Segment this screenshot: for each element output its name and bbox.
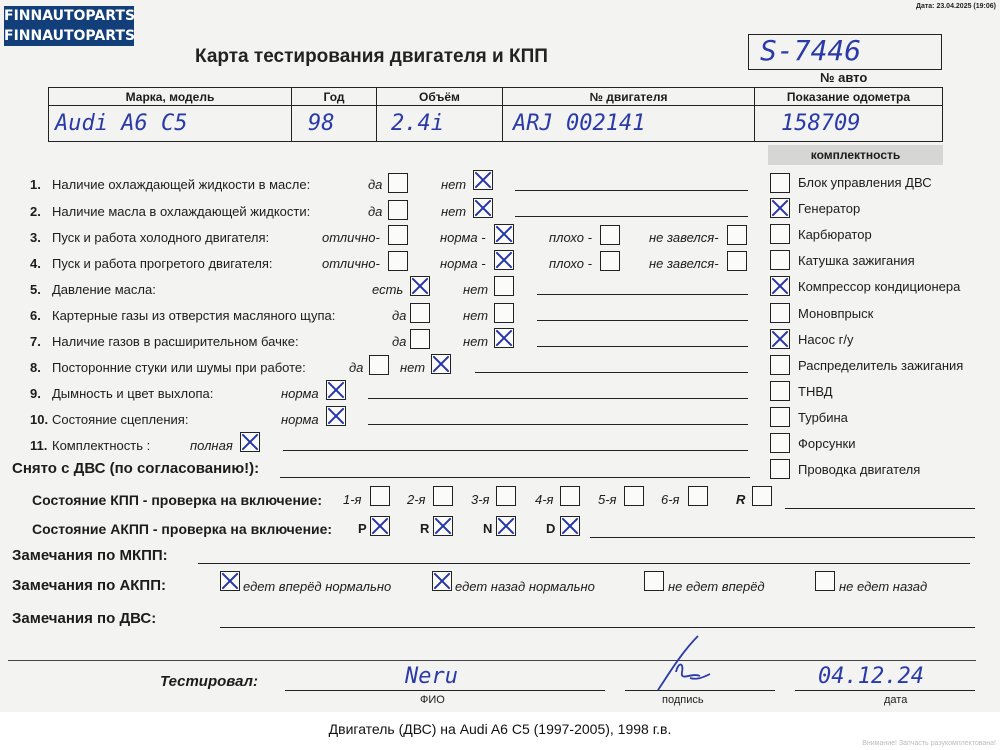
photo-caption: Двигатель (ДВС) на Audi A6 C5 (1997-2005), 1998 г.в.	[328, 721, 672, 737]
remarks-dvs-line-2	[8, 660, 976, 661]
value-cell-year	[292, 106, 377, 142]
check-6-number: 6.	[30, 308, 41, 323]
check-6-label: Картерные газы из отверстия масляного щупа:	[52, 308, 336, 323]
completeness-label-power-steering-pump: Насос г/у	[798, 332, 854, 347]
completeness-checkbox-ecu[interactable]	[770, 173, 790, 193]
auto-gear-p-label: P	[358, 521, 367, 536]
check-1-number: 1.	[30, 177, 41, 192]
check-4-excellent-checkbox[interactable]	[388, 251, 408, 271]
akpp-no-forward-checkbox[interactable]	[644, 571, 664, 591]
akpp-reverse-ok-checkbox[interactable]	[432, 571, 452, 591]
value-cell-odometer	[755, 106, 943, 142]
auto-gear-n-checkbox[interactable]	[496, 516, 516, 536]
check-3-option-bad: плохо -	[549, 230, 592, 245]
check-5-option-no: нет	[463, 282, 489, 297]
check-5-number: 5.	[30, 282, 41, 297]
check-2-option-yes: да	[368, 204, 383, 219]
check-3-excellent-checkbox[interactable]	[388, 225, 408, 245]
check-1-option-no: нет	[441, 177, 467, 192]
auto-gear-r-label: R	[420, 521, 430, 536]
check-6-notes-line	[537, 320, 748, 321]
header-make-model: Марка, модель	[49, 88, 292, 106]
corner-watermark: Внимание! Запчасть разукомплектована!	[862, 740, 996, 747]
auto-gearbox-line	[590, 537, 975, 538]
vehicle-info-table	[48, 87, 943, 142]
manual-gear-5-label: 5-я	[598, 492, 617, 507]
signature-caption: подпись	[662, 694, 704, 706]
check-3-option-excellent: отлично-	[322, 230, 380, 245]
remarks-akpp-label: Замечания по АКПП:	[12, 577, 166, 594]
check-8-yes-checkbox[interactable]	[369, 355, 389, 375]
auto-gear-d-checkbox[interactable]	[560, 516, 580, 536]
check-9-normal-checkbox[interactable]	[326, 380, 346, 400]
check-2-no-checkbox[interactable]	[473, 198, 493, 218]
completeness-checkbox-wiring[interactable]	[770, 459, 790, 479]
check-4-normal-checkbox[interactable]	[494, 250, 514, 270]
manual-gear-3-label: 3-я	[471, 492, 490, 507]
manual-gear-1-label: 1-я	[343, 492, 362, 507]
completeness-label-injectors: Форсунки	[798, 436, 856, 451]
check-4-option-normal: норма -	[440, 256, 486, 271]
signature-line	[625, 690, 775, 691]
value-year: 98	[308, 111, 335, 136]
check-4-option-bad: плохо -	[549, 256, 592, 271]
header-year: Год	[292, 88, 377, 106]
tester-name-caption: ФИО	[420, 694, 445, 706]
check-11-number: 11.	[30, 438, 48, 453]
date-stamp: Дата: 23.04.2025 (19:06)	[915, 3, 996, 10]
value-cell-model	[49, 106, 292, 142]
check-5-notes-line	[537, 294, 748, 295]
check-11-full-checkbox[interactable]	[240, 432, 260, 452]
check-2-notes-line	[515, 216, 748, 217]
check-5-option-yes: есть	[372, 282, 404, 297]
auto-gearbox-label: Состояние АКПП - проверка на включение:	[32, 521, 333, 537]
check-1-option-yes: да	[368, 177, 383, 192]
manual-gear-1-checkbox[interactable]	[370, 486, 390, 506]
completeness-header: комплектность	[768, 145, 943, 165]
check-7-notes-line	[537, 346, 748, 347]
value-cell-engine-number	[503, 106, 755, 142]
completeness-label-generator: Генератор	[798, 201, 861, 216]
manual-gear-r-checkbox[interactable]	[752, 486, 772, 506]
completeness-label-ac-compressor: Компрессор кондиционера	[798, 279, 961, 294]
tester-name-value: Neru	[405, 664, 458, 689]
manual-gearbox-label: Состояние КПП - проверка на включение:	[32, 492, 322, 508]
check-3-option-normal: норма -	[440, 230, 486, 245]
auto-gear-p-checkbox[interactable]	[370, 516, 390, 536]
tester-name-line	[285, 690, 605, 691]
check-3-bad-checkbox[interactable]	[600, 225, 620, 245]
completeness-checkbox-ignition-coil[interactable]	[770, 250, 790, 270]
info-header-row	[49, 88, 943, 106]
check-10-notes-line	[368, 424, 748, 425]
check-8-notes-line	[475, 372, 748, 373]
value-odometer: 158709	[781, 111, 861, 136]
check-6-yes-checkbox[interactable]	[410, 303, 430, 323]
check-8-option-yes: да	[349, 360, 364, 375]
auto-number-label: № авто	[820, 70, 868, 85]
check-7-yes-checkbox[interactable]	[410, 329, 430, 349]
check-10-normal-checkbox[interactable]	[326, 406, 346, 426]
remarks-dvs-label: Замечания по ДВС:	[12, 610, 157, 627]
completeness-label-ignition-coil: Катушка зажигания	[798, 253, 915, 268]
completeness-checkbox-carburetor[interactable]	[770, 224, 790, 244]
check-1-label: Наличие охлаждающей жидкости в масле:	[52, 177, 311, 192]
check-5-label: Давление масла:	[52, 282, 156, 297]
completeness-checkbox-generator[interactable]	[770, 198, 790, 218]
check-7-number: 7.	[30, 334, 41, 349]
completeness-checkbox-distributor[interactable]	[770, 355, 790, 375]
check-7-no-checkbox[interactable]	[494, 328, 514, 348]
akpp-forward-ok-label: едет вперёд нормально	[243, 579, 392, 594]
manual-gear-2-checkbox[interactable]	[433, 486, 453, 506]
check-8-label: Посторонние стуки или шумы при работе:	[52, 360, 306, 375]
completeness-checkbox-power-steering-pump[interactable]	[770, 329, 790, 349]
akpp-forward-ok-checkbox[interactable]	[220, 571, 240, 591]
completeness-label-ecu: Блок управления ДВС	[798, 175, 932, 190]
check-9-number: 9.	[30, 386, 41, 401]
test-date-line	[795, 690, 975, 691]
completeness-checkbox-ac-compressor[interactable]	[770, 276, 790, 296]
check-2-option-no: нет	[441, 204, 467, 219]
manual-gear-6-checkbox[interactable]	[688, 486, 708, 506]
manual-gear-r-label: R	[736, 492, 746, 507]
check-8-number: 8.	[30, 360, 41, 375]
tested-by-label: Тестировал:	[160, 673, 258, 690]
akpp-no-reverse-label: не едет назад	[839, 579, 928, 594]
check-3-number: 3.	[30, 230, 41, 245]
brand-watermark-2: FINNAUTOPARTS	[4, 28, 136, 44]
completeness-label-turbine: Турбина	[798, 410, 848, 425]
manual-gearbox-line	[785, 508, 975, 509]
completeness-checkbox-turbine[interactable]	[770, 407, 790, 427]
auto-gear-d-label: D	[546, 521, 556, 536]
test-date-caption: дата	[884, 694, 908, 706]
completeness-label-mono-injection: Моновпрыск	[798, 306, 874, 321]
check-4-label: Пуск и работа прогретого двигателя:	[52, 256, 273, 271]
header-odometer: Показание одометра	[755, 88, 943, 106]
brand-watermark: FINNAUTOPARTS	[4, 8, 136, 24]
signature-image	[640, 632, 720, 694]
check-10-label: Состояние сцепления:	[52, 412, 189, 427]
remarks-mkpp-label: Замечания по МКПП:	[12, 547, 168, 564]
check-7-option-yes: да	[392, 334, 407, 349]
check-5-no-checkbox[interactable]	[494, 276, 514, 296]
check-7-label: Наличие газов в расширительном бачке:	[52, 334, 299, 349]
check-1-notes-line	[515, 190, 748, 191]
manual-gear-6-label: 6-я	[661, 492, 680, 507]
check-4-number: 4.	[30, 256, 41, 271]
check-8-option-no: нет	[400, 360, 426, 375]
akpp-reverse-ok-label: едет назад нормально	[455, 579, 595, 594]
value-make-model: Audi A6 C5	[55, 111, 188, 136]
auto-gear-n-label: N	[483, 521, 493, 536]
check-4-bad-checkbox[interactable]	[600, 251, 620, 271]
header-volume: Объём	[377, 88, 503, 106]
check-10-option-normal: норма	[281, 412, 319, 427]
check-9-notes-line	[368, 398, 748, 399]
value-engine-number: ARJ 002141	[513, 111, 646, 136]
remarks-mkpp-line	[198, 563, 970, 564]
check-3-label: Пуск и работа холодного двигателя:	[52, 230, 270, 245]
auto-number-value: S-7446	[760, 34, 862, 67]
test-date-value: 04.12.24	[818, 664, 924, 689]
check-6-no-checkbox[interactable]	[494, 303, 514, 323]
check-5-yes-checkbox[interactable]	[410, 276, 430, 296]
completeness-checkbox-mono-injection[interactable]	[770, 303, 790, 323]
check-8-no-checkbox[interactable]	[431, 354, 451, 374]
manual-gear-4-checkbox[interactable]	[560, 486, 580, 506]
check-2-label: Наличие масла в охлаждающей жидкости:	[52, 204, 311, 219]
value-volume: 2.4i	[391, 111, 444, 136]
check-9-option-normal: норма	[281, 386, 319, 401]
akpp-no-forward-label: не едет вперёд	[668, 579, 765, 594]
check-3-normal-checkbox[interactable]	[494, 224, 514, 244]
check-6-option-yes: да	[392, 308, 407, 323]
check-3-no-start-checkbox[interactable]	[727, 225, 747, 245]
akpp-no-reverse-checkbox[interactable]	[815, 571, 835, 591]
check-4-no-start-checkbox[interactable]	[727, 251, 747, 271]
check-11-notes-line	[283, 450, 748, 451]
check-3-option-no-start: не завелся-	[649, 230, 719, 245]
check-7-option-no: нет	[463, 334, 489, 349]
completeness-label-tnvd: ТНВД	[798, 384, 833, 399]
check-11-option-full: полная	[190, 438, 233, 453]
removed-from-engine-line	[280, 477, 750, 478]
completeness-label-distributor: Распределитель зажигания	[798, 358, 964, 373]
check-1-yes-checkbox[interactable]	[388, 173, 408, 193]
manual-gear-2-label: 2-я	[407, 492, 426, 507]
manual-gear-5-checkbox[interactable]	[624, 486, 644, 506]
form-title: Карта тестирования двигателя и КПП	[195, 46, 548, 67]
value-cell-volume	[377, 106, 503, 142]
info-values-row	[49, 106, 943, 142]
completeness-checkbox-tnvd[interactable]	[770, 381, 790, 401]
manual-gear-3-checkbox[interactable]	[496, 486, 516, 506]
check-6-option-no: нет	[463, 308, 489, 323]
completeness-label-wiring: Проводка двигателя	[798, 462, 921, 477]
auto-gear-r-checkbox[interactable]	[433, 516, 453, 536]
check-4-option-no-start: не завелся-	[649, 256, 719, 271]
header-engine-number: № двигателя	[503, 88, 755, 106]
remarks-dvs-line-1	[220, 627, 975, 628]
removed-from-engine-label: Снято с ДВС (по согласованию!):	[12, 460, 260, 477]
completeness-label-carburetor: Карбюратор	[798, 227, 872, 242]
check-2-number: 2.	[30, 204, 41, 219]
check-10-number: 10.	[30, 412, 49, 427]
completeness-checkbox-injectors[interactable]	[770, 433, 790, 453]
check-1-no-checkbox[interactable]	[473, 170, 493, 190]
manual-gear-4-label: 4-я	[535, 492, 554, 507]
check-9-label: Дымность и цвет выхлопа:	[52, 386, 214, 401]
check-11-label: Комплектность :	[52, 438, 151, 453]
check-2-yes-checkbox[interactable]	[388, 200, 408, 220]
check-4-option-excellent: отлично-	[322, 256, 380, 271]
